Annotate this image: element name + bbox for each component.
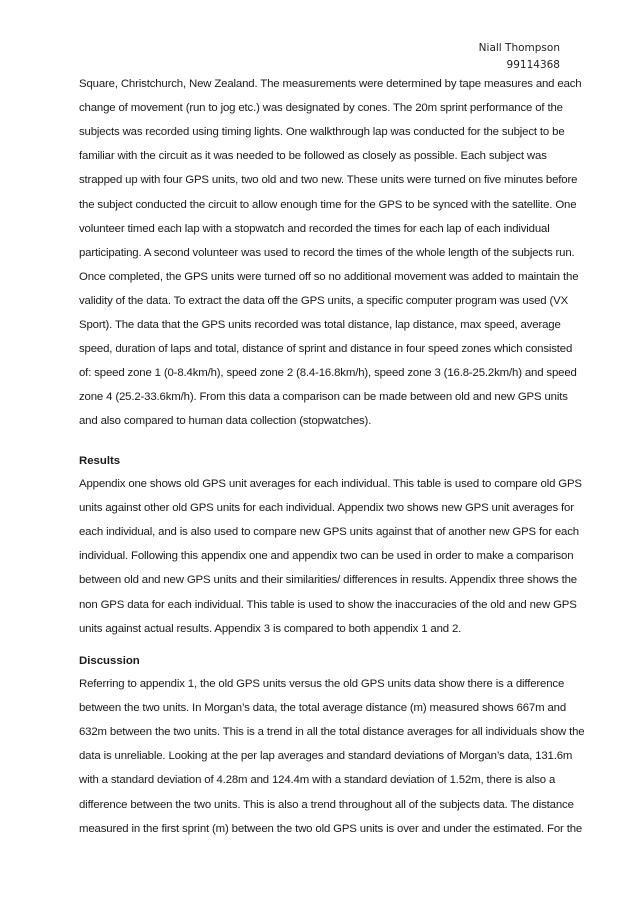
method-text-line: speed, duration of laps and total, distance of sprint and distance in four speed zones which consisted [79,343,573,356]
method-text-line: strapped up with four GPS units, two old and two new. These units were turned on five minutes before [79,174,578,187]
discussion-text-line: between the two units. In Morgan’s data, the total average distance (m) measured shows 667m and [79,702,567,715]
method-text-line: familiar with the circuit as it was needed to be followed as closely as possible. Each subject was [79,150,547,163]
discussion-text-line: data is unreliable. Looking at the per lap averages and standard deviations of Morgan’s data, 131.6m [79,750,573,763]
page-header [479,40,560,74]
author-name: Niall Thompson [478,42,560,54]
discussion-heading: Discussion [79,655,140,667]
method-text-line: Once completed, the GPS units were turned off so no additional movement was added to maintain the [79,270,579,283]
method-text-line: change of movement (run to jog etc.) was designated by cones. The 20m sprint performance of the [79,102,563,115]
method-text-line: of: speed zone 1 (0-8.4km/h), speed zone 2 (8.4-16.8km/h), speed zone 3 (16.8-25.2km/h) and speed [79,367,577,380]
method-text-line: zone 4 (25.2-33.6km/h). From this data a comparison can be made between old and new GPS units [79,391,568,404]
method-text-line: Square, Christchurch, New Zealand. The measurements were determined by tape measures and each [79,78,582,90]
discussion-text-line: with a standard deviation of 4.28m and 124.4m with a standard deviation of 1.52m, there is also a [79,774,556,787]
method-text-line: and also compared to human data collection (stopwatches). [79,415,372,428]
results-text-line: Appendix one shows old GPS unit averages for each individual. This table is used to compare old GPS [79,478,582,490]
results-text-line: non GPS data for each individual. This table is used to show the inaccuracies of the old and new GPS [79,598,577,611]
method-text-line: validity of the data. To extract the data off the GPS units, a specific computer program was used (VX [79,294,569,307]
method-text-line: participating. A second volunteer was used to record the times of the whole length of the subjects run. [79,246,575,259]
results-heading: Results [79,455,121,467]
results-text-line: units against actual results. Appendix 3 is compared to both appendix 1 and 2. [79,622,462,635]
discussion-text-line: measured in the first sprint (m) between the two old GPS units is over and under the estimated. For the [79,822,583,835]
method-text-line: the subject conducted the circuit to allow enough time for the GPS to be synced with the satellite. One [79,198,577,211]
student-id: 99114368 [506,59,560,71]
results-text-line: each individual, and is also used to compare new GPS units against that of another new GPS for each [79,526,579,539]
results-text-line: units against other old GPS units for each individual. Appendix two shows new GPS unit averages for [79,502,574,515]
method-text-line: Sport). The data that the GPS units recorded was total distance, lap distance, max speed, average [79,319,561,331]
method-text-line: volunteer timed each lap with a stopwatch and recorded the times for each lap of each individual [79,222,550,235]
results-text-line: individual. Following this appendix one and appendix two can be used in order to make a comparison [79,550,574,563]
method-text-line: subjects was recorded using timing lights. One walkthrough lap was conducted for the subject to be [79,126,565,139]
results-text-line: between old and new GPS units and their similarities/ differences in results. Appendix three shows the [79,574,577,587]
discussion-text-line: 632m between the two units. This is a trend in all the total distance averages for all individuals show the [79,726,585,739]
discussion-text-line: Referring to appendix 1, the old GPS units versus the old GPS units data show there is a difference [79,678,565,690]
discussion-text-line: difference between the two units. This is also a trend throughout all of the subjects data. The distance [79,798,574,811]
